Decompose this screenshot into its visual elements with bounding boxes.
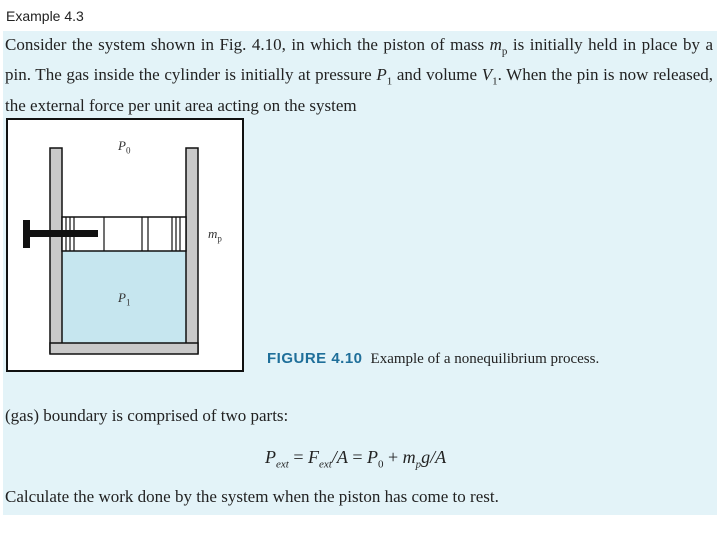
pin-head bbox=[23, 220, 30, 248]
piston-cylinder-diagram bbox=[8, 120, 242, 370]
boundary-paragraph: (gas) boundary is comprised of two parts: bbox=[5, 406, 289, 425]
label-p1: $P_1$ bbox=[118, 290, 131, 308]
question-paragraph: Calculate the work done by the system when the piston has come to rest. bbox=[5, 487, 499, 506]
external-pressure-equation: $P_{ext} = F_{ext}/A = P_0 + m_pg/A$ bbox=[265, 447, 447, 471]
intro-paragraph: Consider the system shown in Fig. 4.10, in which the piston of mass $m_p$ is initially held in place by a pin. The gas inside the cylinder is initially at pressure $P_1$ and volume $V_1$. When the pin is now released, the external force per unit area acting on the system bbox=[5, 35, 713, 115]
cylinder-right-wall bbox=[186, 148, 198, 353]
label-mp: $m_p$ bbox=[208, 226, 222, 244]
slide-title: Example 4.3 bbox=[6, 8, 84, 24]
figure-number: FIGURE 4.10 bbox=[267, 350, 363, 367]
pin-rod bbox=[30, 230, 98, 237]
cylinder-left-wall bbox=[50, 148, 62, 353]
figure-caption bbox=[267, 350, 599, 368]
label-p0: $P_0$ bbox=[118, 138, 131, 156]
cylinder-base bbox=[50, 343, 198, 354]
caption-text: Example of a nonequilibrium process. bbox=[370, 351, 600, 367]
figure-piston-cylinder bbox=[6, 118, 244, 372]
content-panel bbox=[3, 31, 717, 515]
